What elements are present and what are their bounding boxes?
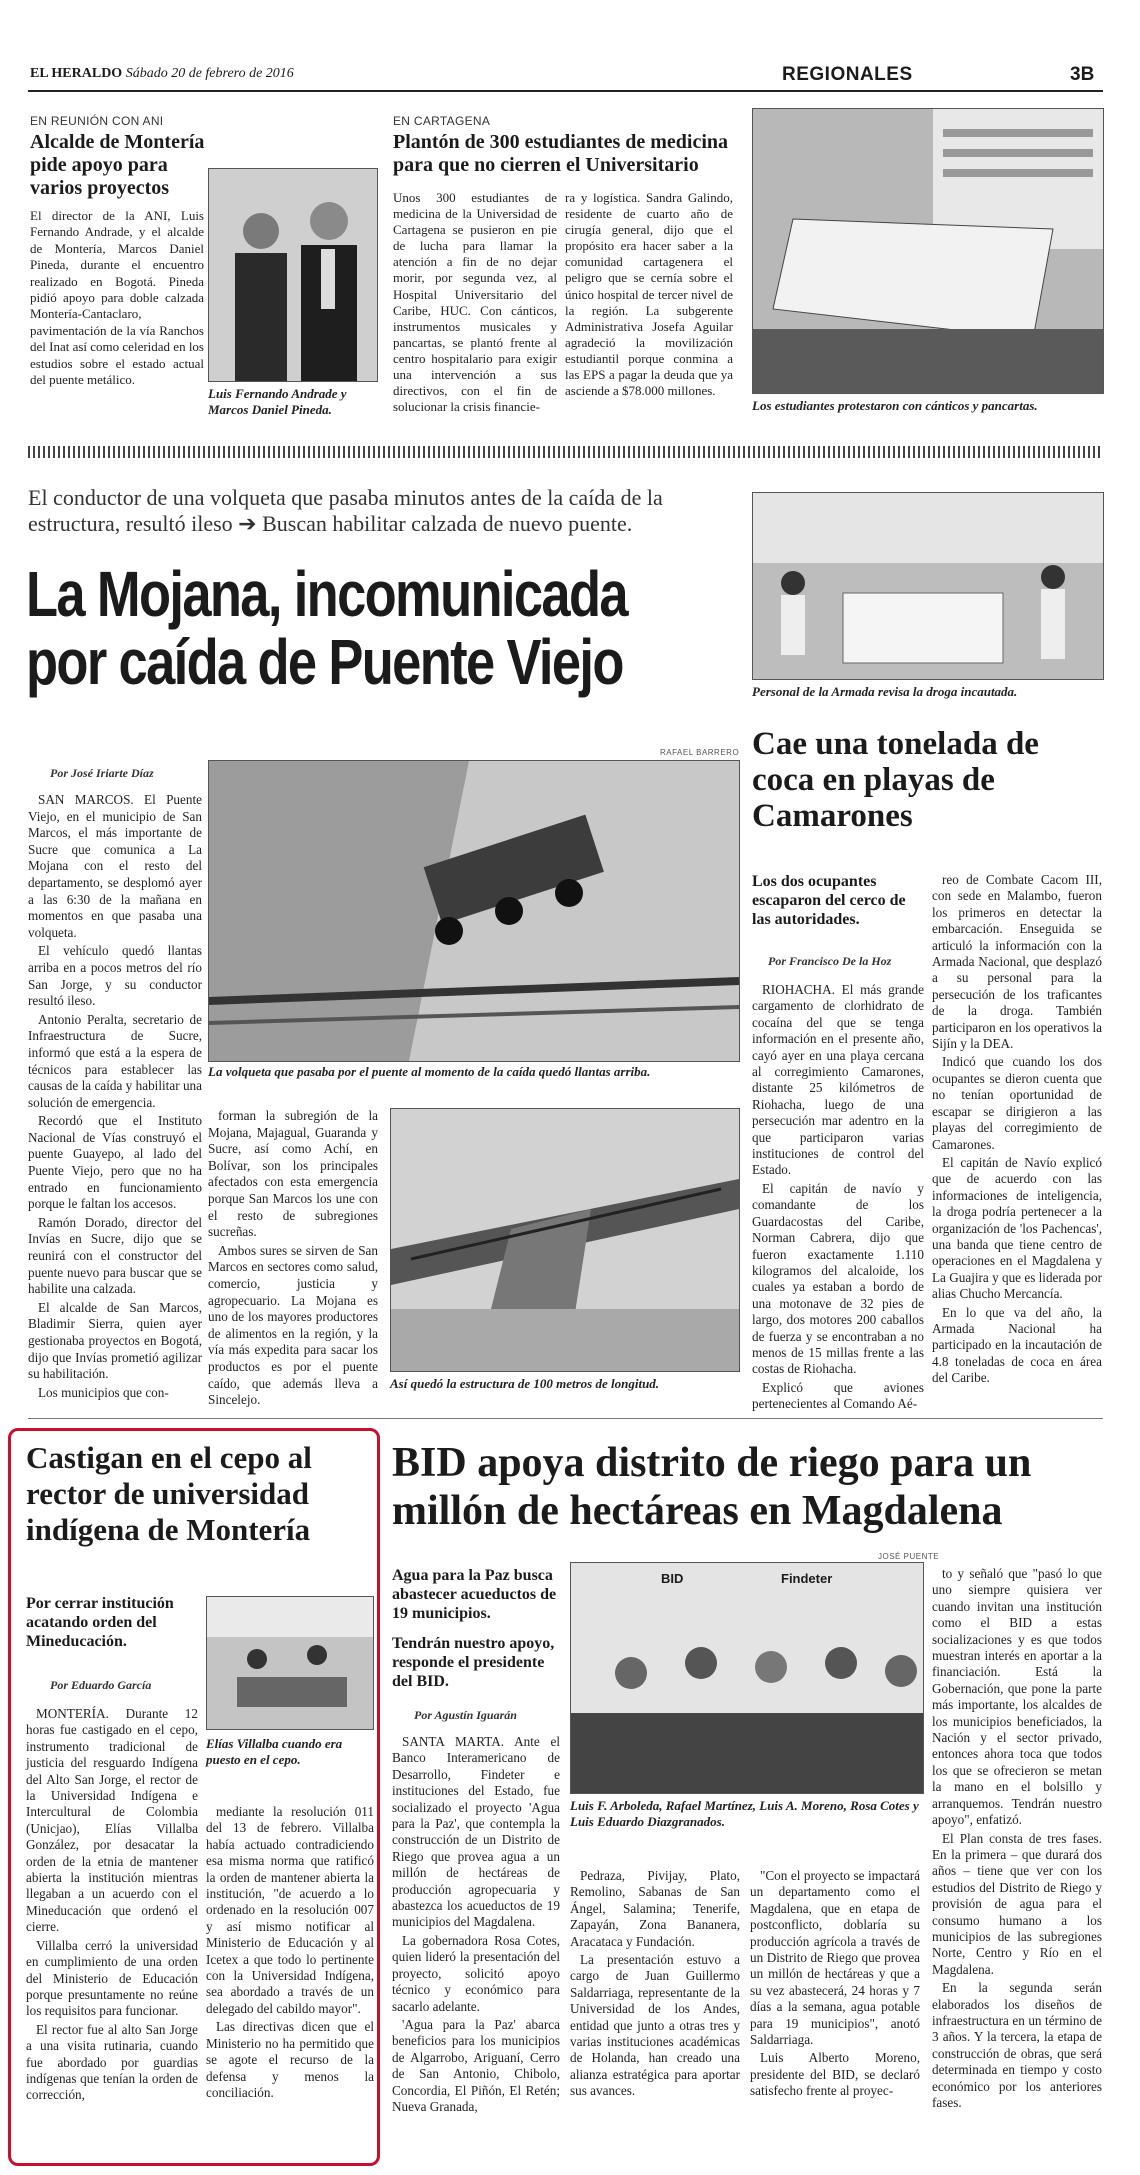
bid-col4-p2: El Plan consta de tres fases. En la primera – que durará dos años – tiene que ver con los estudios del Distrito de Riego y provisión de agua para el consumo humano a los municipios de las subregiones Norte, Centro y Río en el Magdalena. xyxy=(932,1830,1102,1977)
mojana-byline xyxy=(50,766,154,781)
mojana-col1-p6: El alcalde de San Marcos, Bladimir Sierra, quien ayer gestionaba proyectos en Bogotá, dijo que Invías prometió agilizar su habilitación. xyxy=(28,1299,202,1382)
mojana-deck: El conductor de una volqueta que pasaba minutos antes de la caída de la estructura, resultó ileso ➔ Buscan habilitar calzada de nuevo puente. xyxy=(28,485,663,536)
overturned-truck-photo xyxy=(208,760,740,1062)
andrade-pineda-photo xyxy=(208,168,378,382)
coca-col2-p4: En lo que va del año, la Armada Nacional ha participado en la incautación de 4.8 toneladas de coca en área del Caribe. xyxy=(932,1304,1102,1386)
panel-illustration xyxy=(571,1563,923,1793)
header-rule xyxy=(28,90,1103,92)
bid-col2-p2: La presentación estuvo a cargo de Juan Guillermo Saldarriaga, representante de la Universidad de los Andes, entidad que junto a otras tres y varias instituciones académicas de Holanda, han creado una alianza estratégica para aportar sus avances. xyxy=(570,1952,740,2099)
bid-col4 xyxy=(932,1566,1102,2113)
truck-illustration xyxy=(209,761,739,1061)
cepo-col1 xyxy=(26,1706,198,2106)
cepo-byline xyxy=(50,1678,151,1693)
mojana-col1-p3: Antonio Peralta, secretario de Infraestructura de Sucre, informó que está a la espera de técnicos para establecer las causas de la caída y habilitar una solución de emergencia. xyxy=(28,1011,202,1110)
bid-col3 xyxy=(750,1868,920,2102)
brief2-kicker: EN CARTAGENA xyxy=(393,114,491,128)
mojana-title-line2: por caída de Puente Viejo xyxy=(26,626,623,698)
mojana-col1-p1: SAN MARCOS. El Puente Viejo, en el municipio de San Marcos, el más importante de Sucre que comunica a La Mojana con el resto del departamento, se desplomó ayer a las 6:30 de la mañana en momentos en que pasaba una volqueta. xyxy=(28,792,202,940)
coca-photo-caption: Personal de la Armada revisa la droga incautada. xyxy=(752,684,1018,699)
mojana-byline-text: Por José Iriarte Díaz xyxy=(50,766,154,780)
bid-sub1: Agua para la Paz busca abastecer acueductos de 19 municipios. xyxy=(392,1567,557,1622)
coca-col1-p3: Explicó que aviones pertenecientes al Comando Aé- xyxy=(752,1379,924,1412)
mojana-col1-p7: Los municipios que con- xyxy=(38,1384,169,1400)
coca-col2-p1: reo de Combate Cacom III, con sede en Malambo, fueron los primeros en detectar la embarcación. Enseguida se articuló la información con la Armada Nacional, que desplazó a su personal para la persecución de los traficantes de la droga. También participaron en los operativos la Sijín y la DEA. xyxy=(932,872,1102,1052)
cepo-sub: Por cerrar institución acatando orden del Mineducación. xyxy=(26,1595,174,1650)
cepo-col2-p1: mediante la resolución 011 del 13 de febrero. Villalba había actuado contradiciendo esa misma norma que ratificó la orden de mantener abierta la institución, "de acuerdo a lo ordenado en la resolución 007 y así mismo notificar al Ministerio de Educación y al Icetex a que todo lo pertinente con la Universidad Indígena, sea abordado a través de un delegado del cabildo mayor". xyxy=(206,1804,374,2016)
mojana-col1-p5: Ramón Dorado, director del Invías en Sucre, dijo que se reunirá con el constructor del puente nuevo para buscar que se habilite una calzada. xyxy=(28,1214,202,1297)
brief2-caption: Los estudiantes protestaron con cánticos y pancartas. xyxy=(752,398,1038,413)
brief1-kicker: EN REUNIÓN CON ANI xyxy=(30,114,164,128)
brief1-body: El director de la ANI, Luis Fernando Andrade, y el alcalde de Montería, Marcos Daniel Pineda, durante el encuentro realizado en Bogotá. Pineda pidió apoyo para doble calzada Montería-Cantaclaro, pavimentación de la vía Ranchos del Inat así como celeridad en los estudios sobre el estado actual del puente metálico. xyxy=(30,208,204,388)
bid-col1 xyxy=(392,1734,560,2117)
navy-illustration xyxy=(753,493,1103,679)
masthead xyxy=(30,66,294,82)
section-name: REGIONALES xyxy=(782,64,913,85)
mojana-title-line1: La Mojana, incomunicada xyxy=(26,558,627,630)
cepo-col1-p2: Villalba cerró la universidad en cumplimiento de una orden del Ministerio de Educación porque presuntamente no reúne los requisitos para funcionar. xyxy=(26,1937,198,2019)
bid-caption: Luis F. Arboleda, Rafael Martínez, Luis A. Moreno, Rosa Cotes y Luis Eduardo Diazgranados. xyxy=(570,1798,919,1829)
coca-title: Cae una tonelada de coca en playas de Camarones xyxy=(752,726,1039,834)
bid-col2-p1: Pedraza, Pivijay, Plato, Remolino, Sabanas de San Ángel, Salamina; Tenerife, Zapayán, Zona Bananera, Aracataca y Fundación. xyxy=(570,1868,740,1949)
brief2-title: Plantón de 300 estudiantes de medicina para que no cierren el Universitario xyxy=(393,131,729,176)
mojana-col2-p2: Ambos sures se sirven de San Marcos en sectores como salud, comercio, justicia y agropecuario. La Mojana es uno de los mayores productores de alimentos en la región, y la vía más expedita para sacar los productos es por el puente caído, que además lleva a Sincelejo. xyxy=(208,1242,378,1408)
paper-name: EL HERALDO xyxy=(30,66,123,81)
mojana-col2 xyxy=(208,1108,378,1411)
brief1-caption: Luis Fernando Andrade y Marcos Daniel Pineda. xyxy=(208,386,347,417)
bid-col1-p3: 'Agua para la Paz' abarca beneficios para los municipios de Algarrobo, Ariguaní, Cerro de San Antonio, Chibolo, Concordia, El Piñón, El Retén; Nueva Granada, xyxy=(392,2016,560,2114)
brief1-title: Alcalde de Montería pide apoyo para varios proyectos xyxy=(30,131,205,199)
bridge-illustration xyxy=(391,1109,739,1371)
bid-col1-p1: SANTA MARTA. Ante el Banco Interamericano de Desarrollo, Findeter e instituciones del Estado, fue socializado el proyecto 'Agua para la Paz', que contempla la construcción de un Distrito de Riego que provea agua a un millón de hectáreas de producción agropecuaria y abastezca los acueductos de 19 municipios del Magdalena. xyxy=(392,1734,560,1930)
bid-byline-text: Por Agustín Iguarán xyxy=(414,1708,517,1722)
cepo-byline-text: Por Eduardo García xyxy=(50,1678,152,1692)
coca-col1-p2: El capitán de navío y comandante de los Guardacostas del Caribe, Norman Cabrera, dijo que fueron exactamente 1.110 kilogramos del alcaloide, los cuales ya estaban a bordo de una motonave de 32 pies de largo, dos motores 200 caballos de fuerza y se encontraban a no menos de 15 millas frente a las costas de Riohacha. xyxy=(752,1180,924,1377)
bid-col3-p1: "Con el proyecto se impactará un departamento como el Magdalena, que en etapa de postconflicto, doblaría su producción agrícola a través de un Distrito de Riego que provea un millón de hectáreas y que a su vez abastecerá, 24 horas y 7 días a la semana, agua potable para 19 municipios", anotó Saldarriaga. xyxy=(750,1868,920,2048)
lower-rule xyxy=(28,1418,1103,1419)
bid-banner-logo: BID xyxy=(661,1571,684,1586)
bid-col3-p2: Luis Alberto Moreno, presidente del BID, se declaró satisfecho frente al proyec- xyxy=(750,2050,920,2099)
bid-col2 xyxy=(570,1868,740,2102)
cepo-col2 xyxy=(206,1804,374,2103)
navy-drugs-photo xyxy=(752,492,1104,680)
page-number: 3B xyxy=(1070,64,1095,85)
coca-byline-text: Por Francisco De la Hoz xyxy=(768,954,892,968)
page-date: Sábado 20 de febrero de 2016 xyxy=(125,66,294,81)
mojana-col1 xyxy=(28,792,202,1403)
cepo-caption: Elías Villalba cuando era puesto en el cepo. xyxy=(206,1736,343,1767)
mojana-col2-p1: forman la subregión de la Mojana, Majagual, Guaranda y Sucre, así como Achí, en Bolívar, son los principales afectados con esta emergencia porque San Marcos los une con el resto de subregiones sucreñas. xyxy=(208,1108,378,1240)
two-men-illustration xyxy=(209,169,377,381)
bid-sub2: Tendrán nuestro apoyo, responde el presidente del BID. xyxy=(392,1635,555,1690)
bid-title-line1: BID apoya distrito de riego para un xyxy=(392,1440,1032,1486)
students-protest-photo xyxy=(752,108,1104,394)
coca-col2 xyxy=(932,872,1102,1389)
brief2-col1: Unos 300 estudiantes de medicina de la Universidad de Cartagena se pusieron en pie de lucha para llamar la atención a fin de no dejar morir, por segunda vez, al Hospital Universitario del Caribe, HUC. Con cánticos, instrumentos musicales y pancartas, se plantó frente al centro hospitalario para exigir una intervención a sus directivos, con el fin de solucionar la crisis financie- xyxy=(393,190,557,415)
mojana-col1-p2: El vehículo quedó llantas arriba en a pocos metros del río San Jorge, y su conductor resultó ileso. xyxy=(28,943,202,1009)
bid-title-line2: millón de hectáreas en Magdalena xyxy=(392,1488,1003,1534)
cepo-col1-p3: El rector fue al alto San Jorge a una visita rutinaria, cuando fue abordado por guardias indígenas que tenían la orden de corrección, xyxy=(26,2021,198,2103)
protest-illustration xyxy=(753,109,1103,393)
mojana-col1-p4: Recordó que el Instituto Nacional de Vías construyó el puente Guayepo, al lado del Puente Viejo, pero que no ha entrado en funcionamiento porque le faltan los accesos. xyxy=(28,1113,202,1212)
brief2-col2: ra y logística. Sandra Galindo, residente de cuarto año de cirugía general, dijo que el propósito era hacer saber a la comunidad cartagenera el peligro que se cernía sobre el único hospital de tercer nivel de la región. La subgerente Administrativa Josefa Aguilar agradeció la movilización estudiantil porque conmina a las EPS a pagar la deuda que ya asciende a $78.000 millones. xyxy=(565,190,733,399)
cepo-col2-p2: Las directivas dicen que el Ministerio no ha permitido que se agote el recurso de la defensa y menos la conciliación. xyxy=(206,2019,374,2100)
bid-photo-credit: JOSÉ PUENTE xyxy=(878,1552,940,1561)
coca-col2-p3: El capitán de Navío explicó que de acuerdo con las informaciones de inteligencia, la droga podría pertenecer a la organización de 'los Pachencas', una banda que tiene centro de operaciones en el Magdalena y La Guajira y que es liderada por alias Chucho Mercancía. xyxy=(932,1154,1102,1302)
bid-col4-p1: to y señaló que "pasó lo que uno siempre quisiera ver cuando invitan una institución como el BID a estas socializaciones y es que todos muestran interés en aportar a la financiación. Está la Gobernación, que pone la parte más importante, los alcaldes de los municipios beneficiados, la Nación y el sector privado, entonces ahora toca que todos los que se ofrecieron se metan la mano en el bolsillo y arranquemos. Tendrán nuestro apoyo", enfatizó. xyxy=(932,1566,1102,1828)
bid-col4-p3: En la segunda serán elaborados los diseños de infraestructura en un término de 3 años. Y la tercera, la etapa de construcción de obras, que será determinada en tiempo y costo económico por los anteriores fases. xyxy=(932,1980,1102,2110)
mojana-photo-credit: RAFAEL BARRERO xyxy=(660,748,740,757)
coca-col1-p1: RIOHACHA. El más grande cargamento de clorhidrato de cocaína del que se tenga información en el presente año, cayó ayer en una playa cercana al corregimiento Camarones, distante 25 kilómetros de Riohacha, luego de una persecución mar adentro en la que participaron varias instituciones de control del Estado. xyxy=(752,982,924,1178)
cepo-photo xyxy=(206,1596,374,1730)
mojana-caption2: Así quedó la estructura de 100 metros de longitud. xyxy=(390,1376,660,1391)
bid-col1-p2: La gobernadora Rosa Cotes, quien lideró la presentación del proyecto, solicitó apoyo técnico y económico para sacarlo adelante. xyxy=(392,1932,560,2014)
collapsed-bridge-photo xyxy=(390,1108,740,1372)
cepo-illustration xyxy=(207,1597,373,1729)
bid-panel-photo xyxy=(570,1562,924,1794)
coca-sub: Los dos ocupantes escaparon del cerco de las autoridades. xyxy=(752,873,906,928)
findeter-banner-logo: Findeter xyxy=(781,1571,833,1586)
cepo-col1-p1: MONTERÍA. Durante 12 horas fue castigado en el cepo, instrumento tradicional de justicia del resguardo Indígena del Alto San Jorge, el rector de la Universidad Indígena e Intercultural de Colombia (Unicjao), Elías Villalba González, por desacatar la orden de la etnia de mantener abierta la institución mientras llegaban a un acuerdo con el Mineducación que ordenó el cierre. xyxy=(26,1706,198,1935)
bid-byline xyxy=(414,1708,517,1723)
cepo-title: Castigan en el cepo al rector de universidad indígena de Montería xyxy=(26,1440,312,1547)
section-divider xyxy=(28,446,1103,458)
coca-col1 xyxy=(752,982,924,1415)
coca-byline xyxy=(768,954,891,969)
coca-col2-p2: Indicó que cuando los dos ocupantes se dieron cuenta que no tenían oportunidad de escapar se dirigieron a las playas del corregimiento de Camarones. xyxy=(932,1054,1102,1152)
mojana-caption1: La volqueta que pasaba por el puente al momento de la caída quedó llantas arriba. xyxy=(208,1064,651,1079)
